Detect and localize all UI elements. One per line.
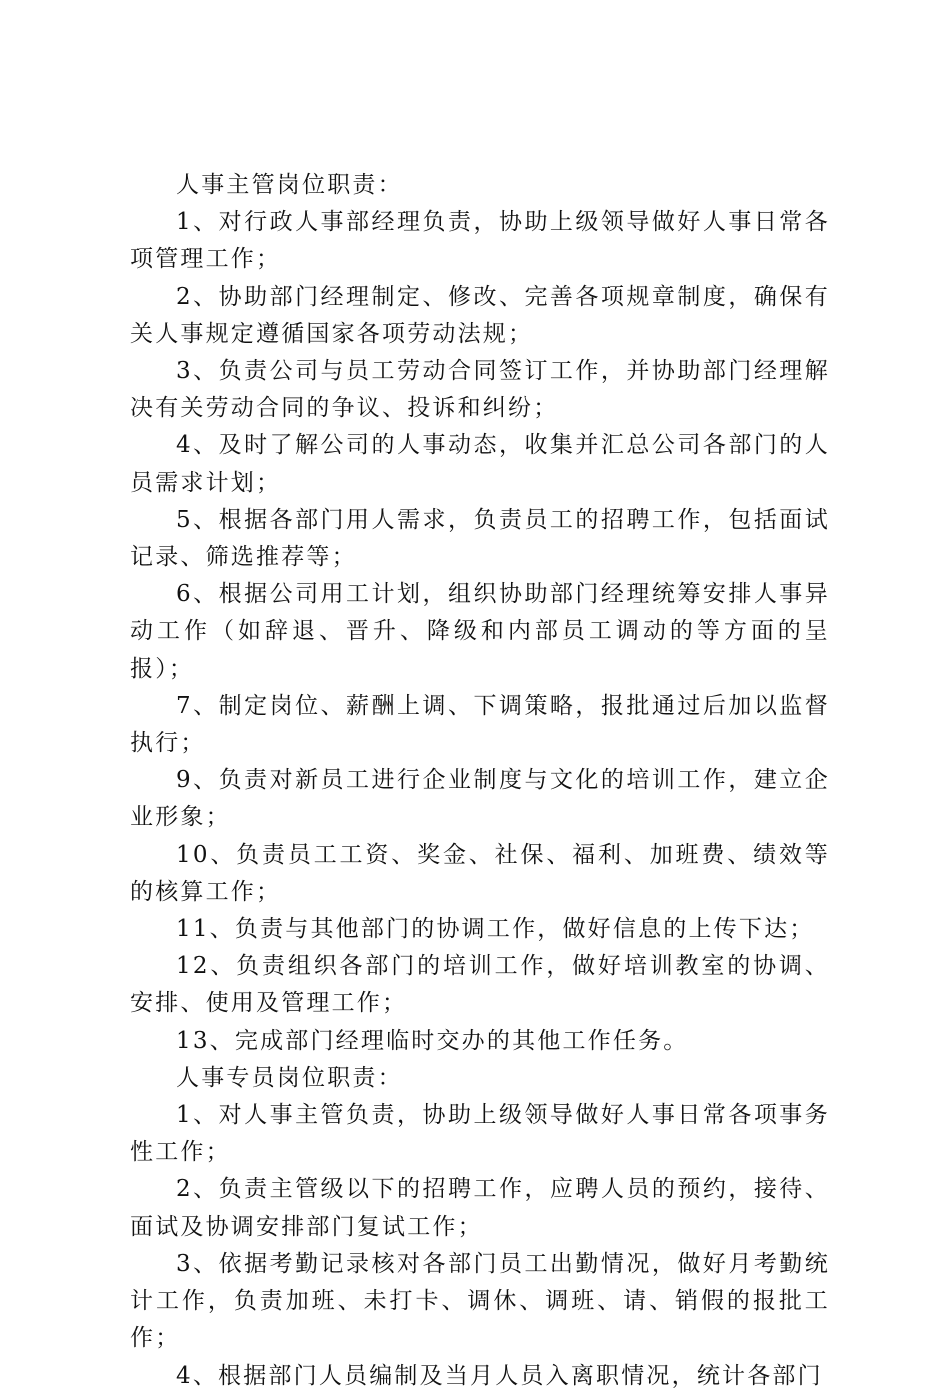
duty-paragraph: 12、负责组织各部门的培训工作，做好培训教室的协调、安排、使用及管理工作； [130, 953, 830, 1017]
duty-paragraph: 6、根据公司用工计划，组织协助部门经理统筹安排人事异动工作（如辞退、晋升、降级和内部员工调动的等方面的呈报）； [130, 581, 830, 682]
duty-paragraph: 9、负责对新员工进行企业制度与文化的培训工作，建立企业形象； [130, 767, 830, 831]
section-heading-specialist: 人事专员岗位职责： [176, 1064, 403, 1091]
duty-paragraph: 13、完成部门经理临时交办的其他工作任务。 [176, 1027, 689, 1054]
document-body [130, 167, 830, 1395]
duty-paragraph: 3、负责公司与员工劳动合同签订工作，并协助部门经理解决有关劳动合同的争议、投诉和纠纷； [130, 358, 830, 422]
duty-paragraph: 2、协助部门经理制定、修改、完善各项规章制度，确保有关人事规定遵循国家各项劳动法规； [130, 283, 830, 347]
duty-paragraph: 4、根据部门人员编制及当月人员入离职情况，统计各部门 [176, 1362, 823, 1389]
duty-paragraph: 1、对人事主管负责，协助上级领导做好人事日常各项事务性工作； [130, 1102, 830, 1166]
duty-paragraph: 3、依据考勤记录核对各部门员工出勤情况，做好月考勤统计工作，负责加班、未打卡、调休、调班、请、销假的报批工作； [130, 1250, 830, 1352]
duty-paragraph: 10、负责员工工资、奖金、社保、福利、加班费、绩效等的核算工作； [130, 841, 830, 905]
duty-paragraph: 1、对行政人事部经理负责，协助上级领导做好人事日常各项管理工作； [130, 209, 830, 273]
duty-paragraph: 5、根据各部门用人需求，负责员工的招聘工作，包括面试记录、筛选推荐等； [130, 506, 830, 571]
duty-paragraph: 4、及时了解公司的人事动态，收集并汇总公司各部门的人员需求计划； [130, 432, 830, 496]
duty-paragraph: 7、制定岗位、薪酬上调、下调策略，报批通过后加以监督执行； [130, 692, 830, 757]
duty-paragraph: 11、负责与其他部门的协调工作，做好信息的上传下达； [176, 916, 815, 943]
section-heading-supervisor: 人事主管岗位职责： [176, 172, 403, 198]
duty-paragraph: 2、负责主管级以下的招聘工作，应聘人员的预约，接待、面试及协调安排部门复试工作； [130, 1176, 830, 1240]
